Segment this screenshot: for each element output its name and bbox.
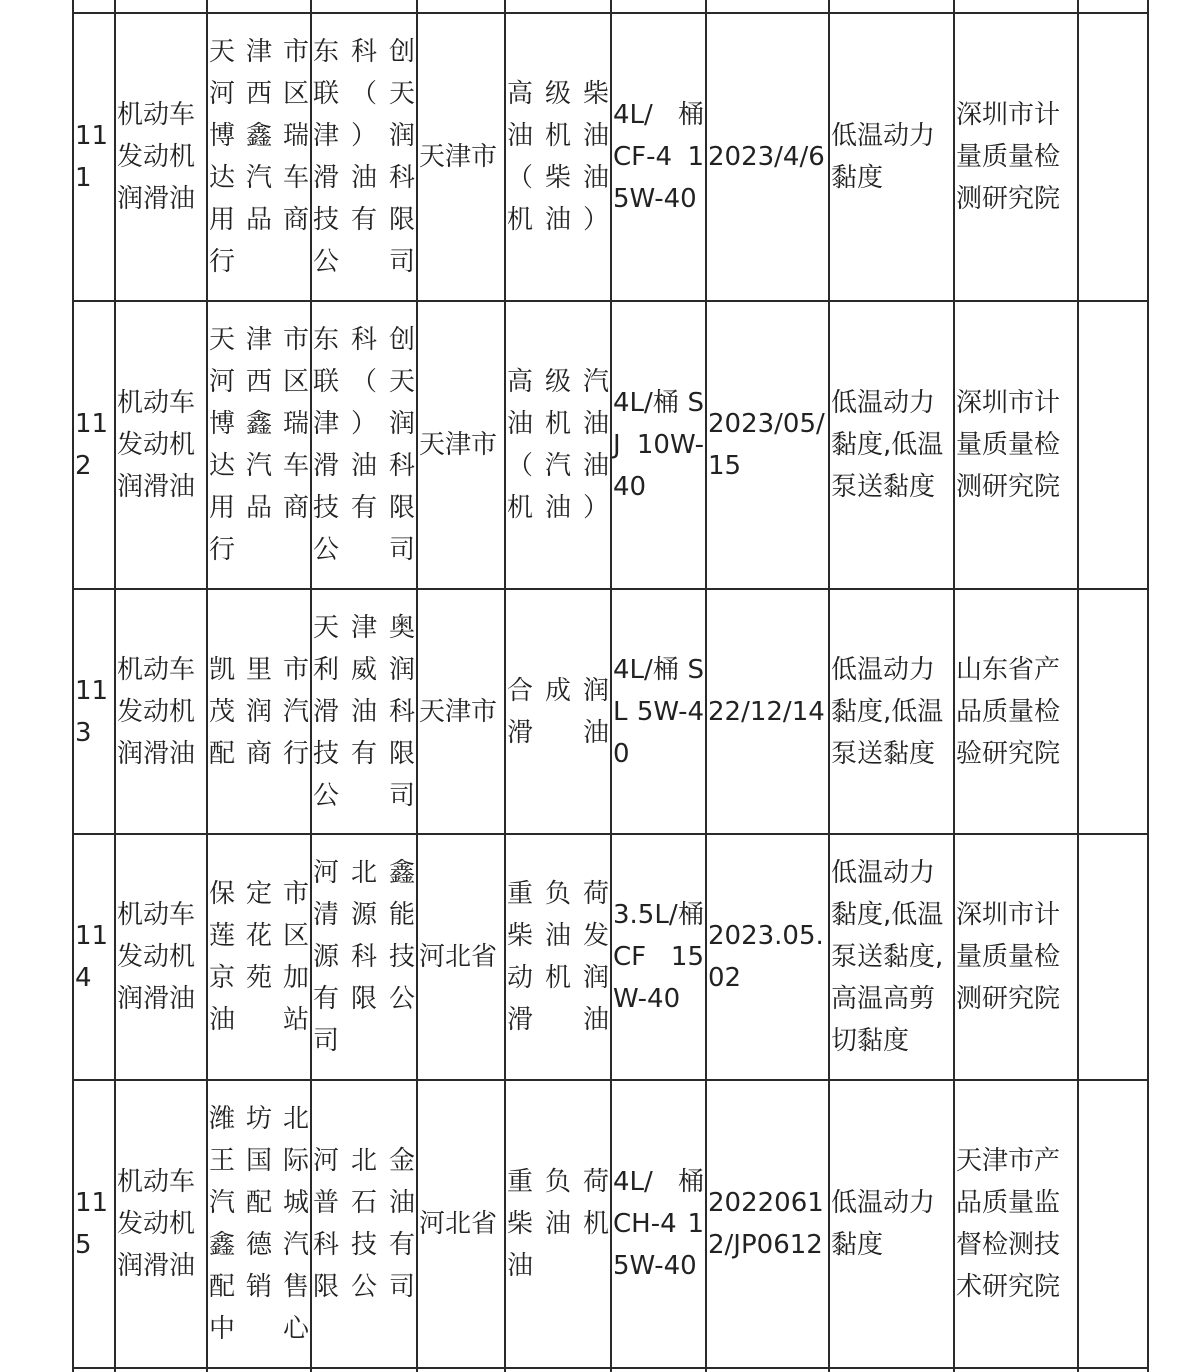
cell-no: 114 xyxy=(73,834,115,1080)
table-row xyxy=(73,13,1148,301)
cell-no xyxy=(73,1368,115,1372)
cell-date xyxy=(706,1368,829,1372)
cell-region: 河北省 xyxy=(417,834,505,1080)
cell-no: 113 xyxy=(73,589,115,834)
cell-failed-items xyxy=(829,0,954,13)
cell-product-name: 合成润滑油 xyxy=(505,589,611,834)
cell-note xyxy=(1078,1368,1148,1372)
cell-product: 机动车发动机润滑油 xyxy=(115,589,207,834)
cell-manufacturer: 河北鑫清源能源科技有限公司 xyxy=(311,834,417,1080)
cell-region: 天津市 xyxy=(417,301,505,589)
cell-no xyxy=(73,0,115,13)
cell-lab xyxy=(954,0,1078,13)
cell-spec: 4L/桶 CH-4 15W-40 xyxy=(611,1080,706,1368)
cell-failed-items xyxy=(829,1368,954,1372)
table-row xyxy=(73,1368,1148,1372)
cell-region: 天津市 xyxy=(417,589,505,834)
cell-note xyxy=(1078,0,1148,13)
cell-date: 2023/05/15 xyxy=(706,301,829,589)
cell-region xyxy=(417,0,505,13)
cell-note xyxy=(1078,589,1148,834)
cell-failed-items: 低温动力黏度,低温泵送黏度,高温高剪切黏度 xyxy=(829,834,954,1080)
cell-product: 机动车发动机润滑油 xyxy=(115,834,207,1080)
cell-manufacturer: 东科创联（天津）润滑油科技有限公司 xyxy=(311,13,417,301)
cell-note xyxy=(1078,1080,1148,1368)
cell-seller: 天津市河西区博鑫瑞达汽车用品商行 xyxy=(207,13,311,301)
cell-spec xyxy=(611,1368,706,1372)
cell-lab: 深圳市计量质量检测研究院 xyxy=(954,13,1078,301)
cell-product-name: 重负荷柴油机油 xyxy=(505,1080,611,1368)
cell-no: 115 xyxy=(73,1080,115,1368)
cell-lab: 深圳市计量质量检测研究院 xyxy=(954,301,1078,589)
cell-spec xyxy=(611,0,706,13)
table-row xyxy=(73,589,1148,834)
sampling-results-table xyxy=(72,0,1149,1372)
cell-seller: 保定市莲花区京苑加油站 xyxy=(207,834,311,1080)
cell-seller xyxy=(207,1368,311,1372)
cell-lab: 山东省产品质量检验研究院 xyxy=(954,589,1078,834)
cell-manufacturer: 天津奥利威润滑油科技有限公司 xyxy=(311,589,417,834)
cell-no: 111 xyxy=(73,13,115,301)
cell-product-name: 重负荷柴油发动机润滑油 xyxy=(505,834,611,1080)
cell-lab: 天津市产品质量监督检测技术研究院 xyxy=(954,1080,1078,1368)
cell-note xyxy=(1078,13,1148,301)
cell-product-name: 高级柴油机油（柴油机油） xyxy=(505,13,611,301)
cell-note xyxy=(1078,834,1148,1080)
cell-seller xyxy=(207,0,311,13)
cell-spec: 3.5L/桶 CF 15W-40 xyxy=(611,834,706,1080)
cell-failed-items: 低温动力黏度 xyxy=(829,13,954,301)
cell-manufacturer: 东科创联（天津）润滑油科技有限公司 xyxy=(311,301,417,589)
cell-product: 机动车发动机润滑油 xyxy=(115,301,207,589)
cell-date: 22/12/14 xyxy=(706,589,829,834)
cell-product-name xyxy=(505,0,611,13)
table-row xyxy=(73,834,1148,1080)
cell-lab xyxy=(954,1368,1078,1372)
cell-product: 机动车发动机润滑油 xyxy=(115,13,207,301)
cell-product: 机动车发动机润滑油 xyxy=(115,1080,207,1368)
cell-note xyxy=(1078,301,1148,589)
cell-spec: 4L/桶 CF-4 15W-40 xyxy=(611,13,706,301)
cell-spec: 4L/桶 SL 5W-40 xyxy=(611,589,706,834)
cell-region: 天津市 xyxy=(417,13,505,301)
cell-seller: 潍坊北王国际汽配城鑫德汽配销售中心 xyxy=(207,1080,311,1368)
cell-manufacturer xyxy=(311,1368,417,1372)
cell-no: 112 xyxy=(73,301,115,589)
cell-date: 2023/4/6 xyxy=(706,13,829,301)
cell-product-name xyxy=(505,1368,611,1372)
cell-spec: 4L/桶 SJ 10W-40 xyxy=(611,301,706,589)
cell-failed-items: 低温动力黏度 xyxy=(829,1080,954,1368)
cell-seller: 凯里市茂润汽配商行 xyxy=(207,589,311,834)
cell-product xyxy=(115,0,207,13)
cell-date: 2023.05.02 xyxy=(706,834,829,1080)
table-row xyxy=(73,301,1148,589)
cell-region xyxy=(417,1368,505,1372)
cell-region: 河北省 xyxy=(417,1080,505,1368)
table-row xyxy=(73,0,1148,13)
cell-product-name: 高级汽油机油（汽油机油） xyxy=(505,301,611,589)
cell-date xyxy=(706,0,829,13)
cell-manufacturer: 河北金普石油科技有限公司 xyxy=(311,1080,417,1368)
cell-seller: 天津市河西区博鑫瑞达汽车用品商行 xyxy=(207,301,311,589)
cell-date: 20220612/JP0612 xyxy=(706,1080,829,1368)
cell-failed-items: 低温动力黏度,低温泵送黏度 xyxy=(829,301,954,589)
cell-product xyxy=(115,1368,207,1372)
cell-manufacturer xyxy=(311,0,417,13)
cell-lab: 深圳市计量质量检测研究院 xyxy=(954,834,1078,1080)
cell-failed-items: 低温动力黏度,低温泵送黏度 xyxy=(829,589,954,834)
table-row xyxy=(73,1080,1148,1368)
